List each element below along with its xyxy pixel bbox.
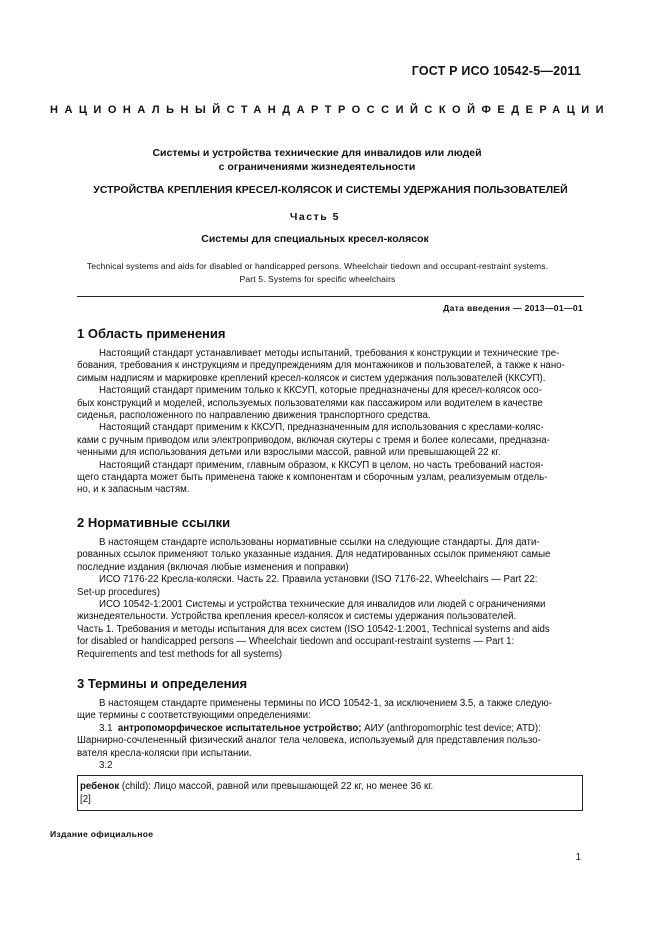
standard-designation: ГОСТ Р ИСО 10542-5—2011 [411, 64, 581, 78]
text-line: жизнедеятельности. Устройства крепления кресел-колясок и системы удержания пользователей. [77, 611, 517, 623]
text-line: Настоящий стандарт применим, главным образом, к ККСУП в целом, но часть требований настоя- [99, 459, 544, 471]
text-line: ченными для использования детьми или взрослыми массой, равной или превышающей 22 кг. [77, 447, 501, 459]
text-line: Set-up procedures) [77, 586, 160, 598]
banner-word: ФЕДЕРАЦИИ [481, 104, 611, 116]
text-line: В настоящем стандарте использованы нормативные ссылки на следующие стандарты. Для дати- [99, 537, 540, 548]
banner-word: СТАНДАРТ [226, 104, 338, 116]
section-heading: 3 Термины и определения [77, 676, 248, 691]
section-body [77, 698, 583, 772]
text-line: ками с ручным приводом или электроприводом, включая скутеры с тремя и более колесами, предназна- [77, 434, 550, 446]
english-title-line: Part 5. Systems for specific wheelchairs [239, 273, 396, 284]
text-line: вателя кресла-коляски при испытании. [77, 747, 252, 759]
section-heading: 1 Область применения [77, 326, 226, 341]
text-line: рованных ссылок применяют только указанные издания. Для недатированных ссылок применяют самые [77, 549, 551, 561]
text-line: Настоящий стандарт применим к ККСУП, предназначенным для использования с креслами-коляс- [99, 422, 544, 434]
text-line: бования, требования к инструкциям и предупреждениям для монтажников и пользователей, а также к нано- [77, 360, 565, 372]
main-title [60, 146, 574, 174]
section-body [77, 537, 583, 661]
term-definition [77, 723, 583, 735]
term-text: АИУ (anthropomorphic test device; ATD): [361, 722, 541, 734]
text-line: симым надписям и маркировке креплений кресел-колясок и систем удержания пользователей (ККСУП). [77, 372, 546, 384]
text-line: щие термины с соответствующими определениями: [77, 710, 311, 722]
edition-note: Издание официальное [50, 829, 154, 839]
divider [77, 296, 584, 297]
banner-word: НАЦИОНАЛЬНЫЙ [50, 104, 227, 116]
term-name: ребенок [80, 781, 120, 792]
text-line: ИСО 7176-22 Кресла-коляски. Часть 22. Правила установки (ISO 7176-22, Wheelchairs — Part 22: [99, 574, 538, 586]
part-title: Системы для специальных кресел-колясок [201, 233, 429, 245]
text-line: бых конструкций и моделей, используемых пользователями как пассажиром или водителем в качестве [77, 397, 543, 409]
text-line: но, и к запасным частям. [77, 484, 190, 496]
text-line: Настоящий стандарт применим только к ККСУП, которые предназначены для кресел-колясок осо- [99, 385, 542, 397]
text-line: щего стандарта может быть применена также к компонентам и сборочным узлам, реализуемым отдель- [77, 472, 548, 484]
term-text: (child): Лицо массой, равной или превышающей 22 кг, но менее 36 кг. [119, 781, 434, 792]
national-standard-banner [50, 104, 611, 116]
text-line: Шарнирно-сочлененный физический аналог тела человека, используемый для представления пользо- [77, 735, 541, 747]
text-line: сиденья, расположенного по направлению движения транспортного средства. [77, 410, 431, 422]
subtitle: УСТРОЙСТВА КРЕПЛЕНИЯ КРЕСЕЛ-КОЛЯСОК И СИСТЕМЫ УДЕРЖАНИЯ ПОЛЬЗОВАТЕЛЕЙ [93, 184, 568, 196]
text-line: ИСО 10542-1:2001 Системы и устройства технические для инвалидов или людей с ограничениями [99, 599, 546, 611]
text-line: последние издания (включая любые изменения и поправки) [77, 561, 349, 573]
main-title-line: Системы и устройства технические для инвалидов или людей [152, 147, 482, 159]
page-number: 1 [575, 852, 581, 863]
text-line: for disabled or handicapped persons — Wheelchair tiedown and occupant-restraint systems — Part 1: [77, 636, 515, 648]
introduction-date: Дата введения — 2013—01—01 [443, 303, 583, 313]
part-number: Часть 5 [290, 211, 340, 223]
term-number: 3.1 [99, 722, 113, 734]
section-body [77, 348, 583, 497]
term-name: антропоморфическое испытательное устройство; [117, 722, 362, 734]
text-line: В настоящем стандарте применены термины по ИСО 10542-1, за исключением 3.5, а также следую- [99, 698, 552, 709]
banner-word: РОССИЙСКОЙ [337, 104, 482, 116]
definition-box [77, 775, 583, 811]
term-reference: [2] [80, 794, 91, 805]
term-number: 3.2 [99, 760, 113, 772]
english-title-line: Technical systems and aids for disabled or handicapped persons. Wheelchair tiedown and occupant-restraint systems. [86, 261, 549, 271]
text-line: Настоящий стандарт устанавливает методы испытаний, требования к конструкции и технические тре- [99, 348, 560, 359]
section-heading: 2 Нормативные ссылки [77, 515, 231, 530]
text-line: Requirements and test methods for all systems) [77, 648, 283, 660]
term-definition [80, 781, 433, 793]
english-title [40, 260, 595, 285]
text-line: Часть 1. Требования и методы испытания для всех систем (ISO 10542-1:2001, Technical systems and aids [77, 623, 550, 635]
main-title-line: с ограничениями жизнедеятельности [218, 161, 416, 173]
